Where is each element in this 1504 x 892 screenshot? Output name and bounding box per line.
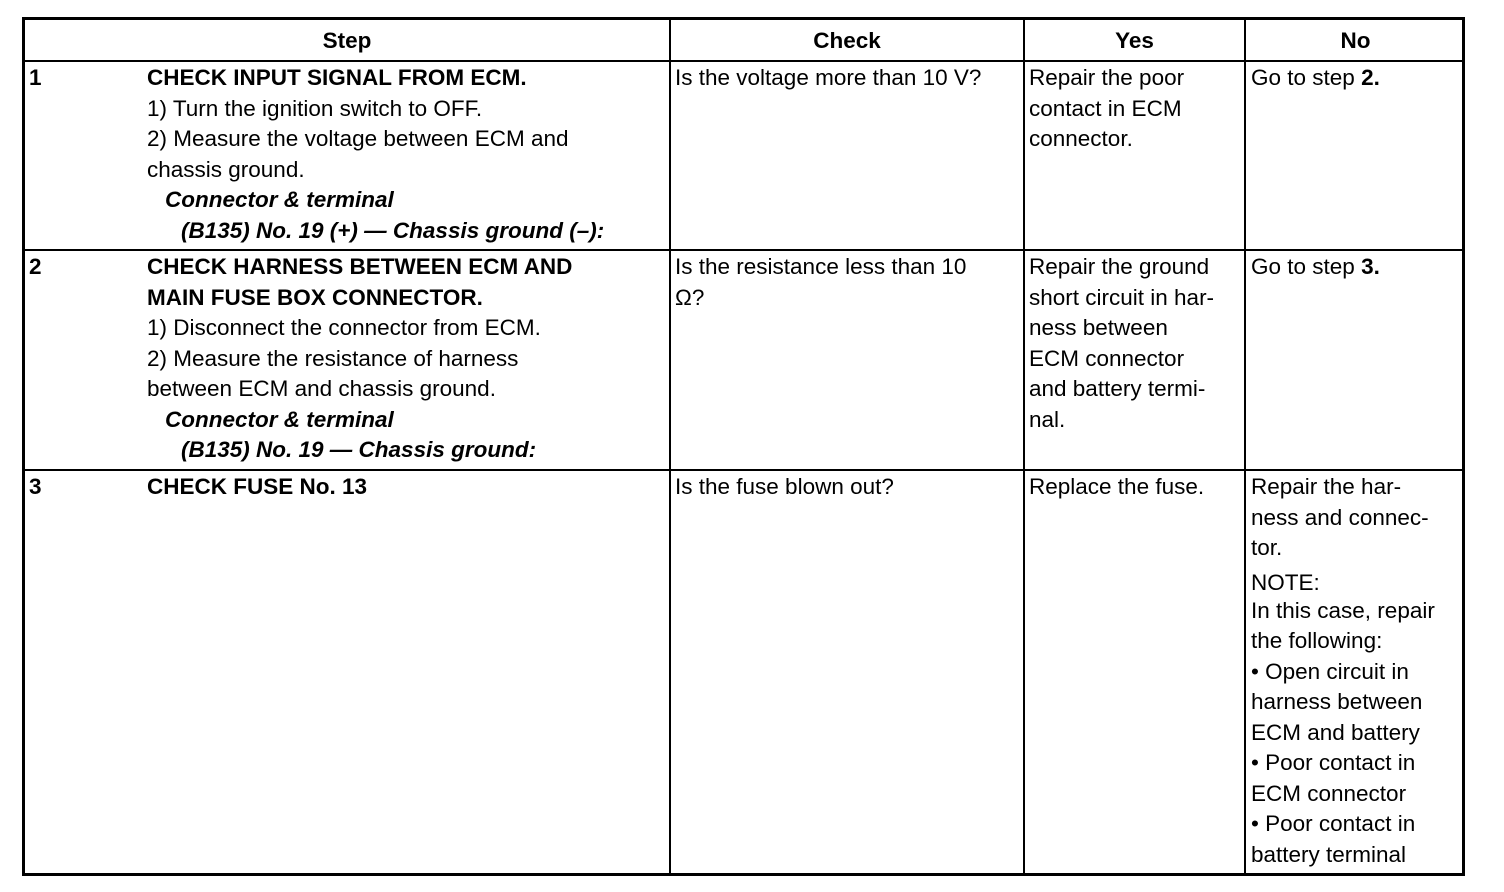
yes-line: ness between	[1029, 315, 1168, 340]
no-line: ness and connec-	[1251, 504, 1429, 530]
column-divider-step-check	[669, 20, 671, 873]
yes-line: contact in ECM	[1029, 95, 1182, 121]
note-label: NOTE:	[1251, 569, 1320, 595]
check-line: Is the resistance less than 10	[675, 254, 967, 279]
check-question: Is the fuse blown out?	[675, 474, 894, 499]
no-action	[1251, 472, 1435, 870]
header-no: No	[1340, 28, 1371, 53]
instruction: 2) Measure the resistance of harness	[147, 345, 519, 371]
yes-action	[1029, 252, 1214, 435]
check-question: Is the voltage more than 10 V?	[675, 65, 982, 90]
note-line: • Poor contact in	[1251, 811, 1416, 836]
yes-line: and battery termi-	[1029, 376, 1206, 401]
instruction: 1) Disconnect the connector from ECM.	[147, 315, 541, 340]
step-1-content	[147, 63, 604, 246]
header-step: Step	[322, 28, 372, 53]
header-check: Check	[813, 28, 881, 53]
yes-action: Replace the fuse.	[1029, 474, 1205, 499]
note-line: harness between	[1251, 689, 1423, 714]
step-number: 3	[29, 474, 42, 499]
connector-label: Connector & terminal	[165, 187, 394, 212]
step-number: 2	[29, 254, 42, 279]
no-line: Repair the har-	[1251, 474, 1402, 499]
check-line: Ω?	[675, 284, 705, 310]
yes-line: Repair the poor	[1029, 65, 1185, 90]
check-question	[675, 252, 966, 313]
step-link: 3.	[1361, 254, 1380, 279]
step-link: 2.	[1361, 65, 1380, 90]
yes-line: ECM connector	[1029, 345, 1185, 371]
no-action	[1251, 63, 1380, 94]
note-line: • Poor contact in	[1251, 750, 1416, 775]
note-line: ECM connector	[1251, 780, 1407, 806]
note-line: the following:	[1251, 628, 1383, 653]
step-title: CHECK INPUT SIGNAL FROM ECM.	[147, 65, 527, 90]
column-divider-check-yes	[1023, 20, 1025, 873]
yes-line: nal.	[1029, 406, 1066, 432]
row-divider-2-3	[25, 469, 1462, 471]
note-line: battery terminal	[1251, 841, 1407, 867]
instruction: 1) Turn the ignition switch to OFF.	[147, 95, 483, 121]
row-divider-1-2	[25, 249, 1462, 251]
step-title: MAIN FUSE BOX CONNECTOR.	[147, 284, 483, 310]
note-line: • Open circuit in	[1251, 658, 1409, 684]
header-yes: Yes	[1115, 28, 1154, 53]
connector-label: Connector & terminal	[165, 406, 394, 432]
troubleshooting-table	[22, 17, 1465, 876]
instruction: chassis ground.	[147, 156, 305, 182]
step-title: CHECK FUSE No. 13	[147, 474, 368, 499]
instruction: 2) Measure the voltage between ECM and	[147, 126, 569, 151]
yes-line: connector.	[1029, 126, 1133, 151]
step-2-content	[147, 252, 572, 466]
instruction: between ECM and chassis ground.	[147, 376, 496, 401]
yes-line: Repair the ground	[1029, 254, 1210, 279]
no-action	[1251, 252, 1380, 283]
column-divider-yes-no	[1244, 20, 1246, 873]
connector-terminal: (B135) No. 19 — Chassis ground:	[181, 437, 537, 462]
note-line: In this case, repair	[1251, 597, 1435, 623]
no-line: tor.	[1251, 535, 1283, 560]
step-number: 1	[29, 65, 42, 90]
no-text: Go to step	[1251, 254, 1362, 279]
step-title: CHECK HARNESS BETWEEN ECM AND	[147, 254, 573, 279]
header-divider	[25, 60, 1462, 62]
yes-line: short circuit in har-	[1029, 284, 1215, 310]
note-line: ECM and battery	[1251, 719, 1420, 745]
yes-action	[1029, 63, 1184, 155]
connector-terminal: (B135) No. 19 (+) — Chassis ground (–):	[181, 217, 605, 243]
no-text: Go to step	[1251, 65, 1362, 90]
